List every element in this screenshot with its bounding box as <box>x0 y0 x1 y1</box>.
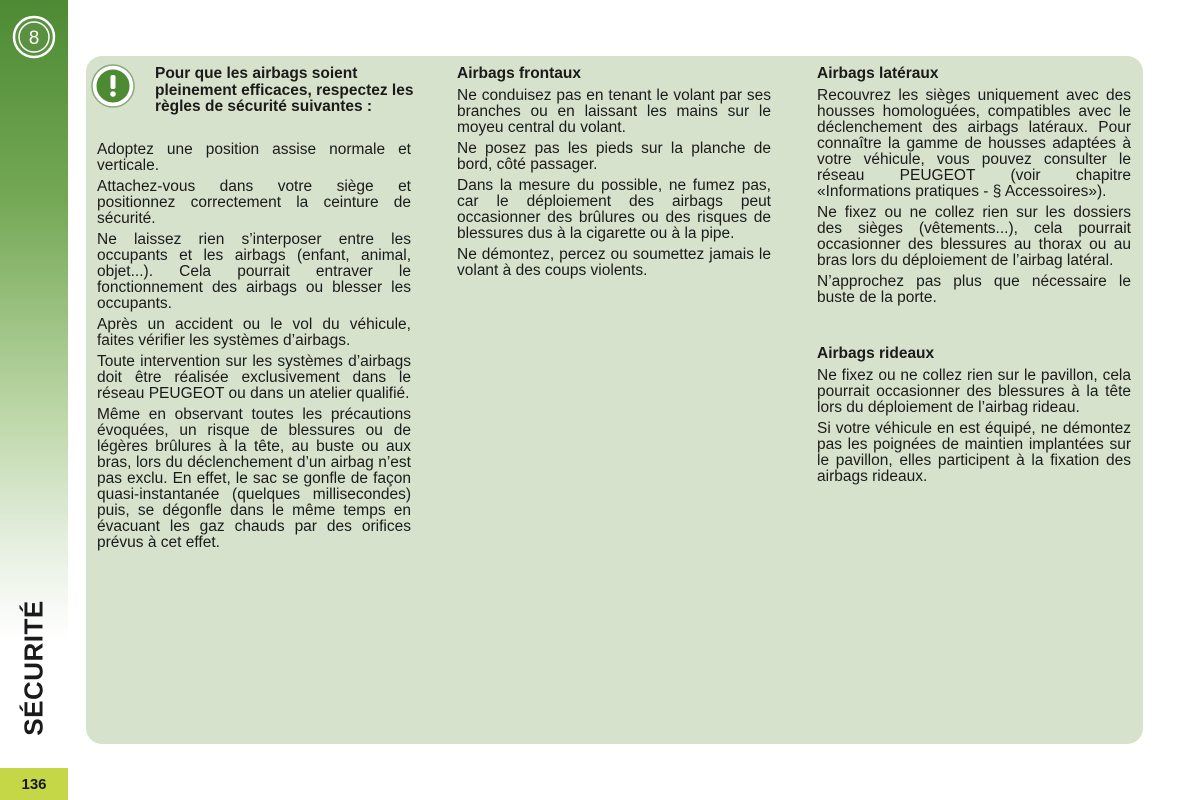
paragraph: Ne posez pas les pieds sur la planche de bord, côté passager. <box>457 140 771 173</box>
column-safety-rules <box>97 65 414 556</box>
section-title: SÉCURITÉ <box>18 600 49 736</box>
paragraph: Après un accident ou le vol du véhicule, faites vérifier les systèmes d’airbags. <box>97 316 411 349</box>
paragraph: Ne fixez ou ne collez rien sur le pavillon, cela pourrait occasionner des blessures à la tête lors du déploiement de l’airbag rideau. <box>817 367 1131 416</box>
section-heading: Airbags rideaux <box>817 345 935 362</box>
chapter-badge-icon <box>12 15 56 59</box>
paragraph: Ne conduisez pas en tenant le volant par ses branches ou en laissant les mains sur le moyeu central du volant. <box>457 87 771 136</box>
paragraph: Adoptez une position assise normale et verticale. <box>97 141 411 174</box>
paragraph: Ne démontez, percez ou soumettez jamais le volant à des coups violents. <box>457 246 771 279</box>
chapter-number-badge <box>12 15 56 59</box>
paragraph: Attachez-vous dans votre siège et positionnez correctement la ceinture de sécurité. <box>97 178 411 227</box>
paragraph: Toute intervention sur les systèmes d’airbags doit être réalisée exclusivement dans le réseau PEUGEOT ou dans un atelier qualifié. <box>97 353 411 402</box>
paragraph: N’approchez pas plus que nécessaire le buste de la porte. <box>817 273 1131 306</box>
paragraph: Recouvrez les sièges uniquement avec des housses homologuées, compatibles avec le déclenchement des airbags latéraux. Pour connaître la gamme de housses adaptées à votre véhicule, vous pouvez consulter le réseau PEUGEOT (voir chapitre «Informations pratiques - § Accessoires»). <box>817 87 1131 200</box>
paragraph: Même en observant toutes les précautions évoquées, un risque de blessures ou de légères brûlures à la tête, au buste ou aux bras, lors du déclenchement d’un airbag n’est pas exclu. En effet, le sac se gonfle de façon quasi-instantanée (quelques millisecondes) puis, se dégonfle dans le même temps en évacuant les gaz chauds par des orifices prévus à cet effet. <box>97 406 411 551</box>
paragraph: Ne fixez ou ne collez rien sur les dossiers des sièges (vêtements...), cela pourrait occasionner des blessures au thorax ou au bras lors du déploiement de l’airbag latéral. <box>817 204 1131 269</box>
paragraph: Ne laissez rien s’interposer entre les occupants et les airbags (enfant, animal, objet...). Cela pourrait entraver le fonctionnement des airbags ou blesser les occupants. <box>97 231 411 312</box>
warning-block <box>97 65 414 136</box>
chapter-number: 8 <box>28 28 40 49</box>
section-heading: Airbags latéraux <box>817 65 939 82</box>
column-airbags-lateraux-rideaux <box>817 66 1131 490</box>
paragraph: Si votre véhicule en est équipé, ne démontez pas les poignées de maintien implantées sur le pavillon, elles participent à la fixation des airbags rideaux. <box>817 420 1131 485</box>
paragraph: Dans la mesure du possible, ne fumez pas, car le déploiement des airbags peut occasionner des brûlures ou des risques de blessures dus à la cigarette ou à la pipe. <box>457 177 771 242</box>
warning-icon <box>90 63 136 109</box>
page-number: 136 <box>0 768 68 800</box>
warning-heading: Pour que les airbags soient pleinement efficaces, respectez les règles de sécurité suivantes : <box>155 65 414 115</box>
chapter-sidebar <box>0 0 68 800</box>
column-airbags-frontaux <box>457 66 771 284</box>
section-heading: Airbags frontaux <box>457 65 582 82</box>
